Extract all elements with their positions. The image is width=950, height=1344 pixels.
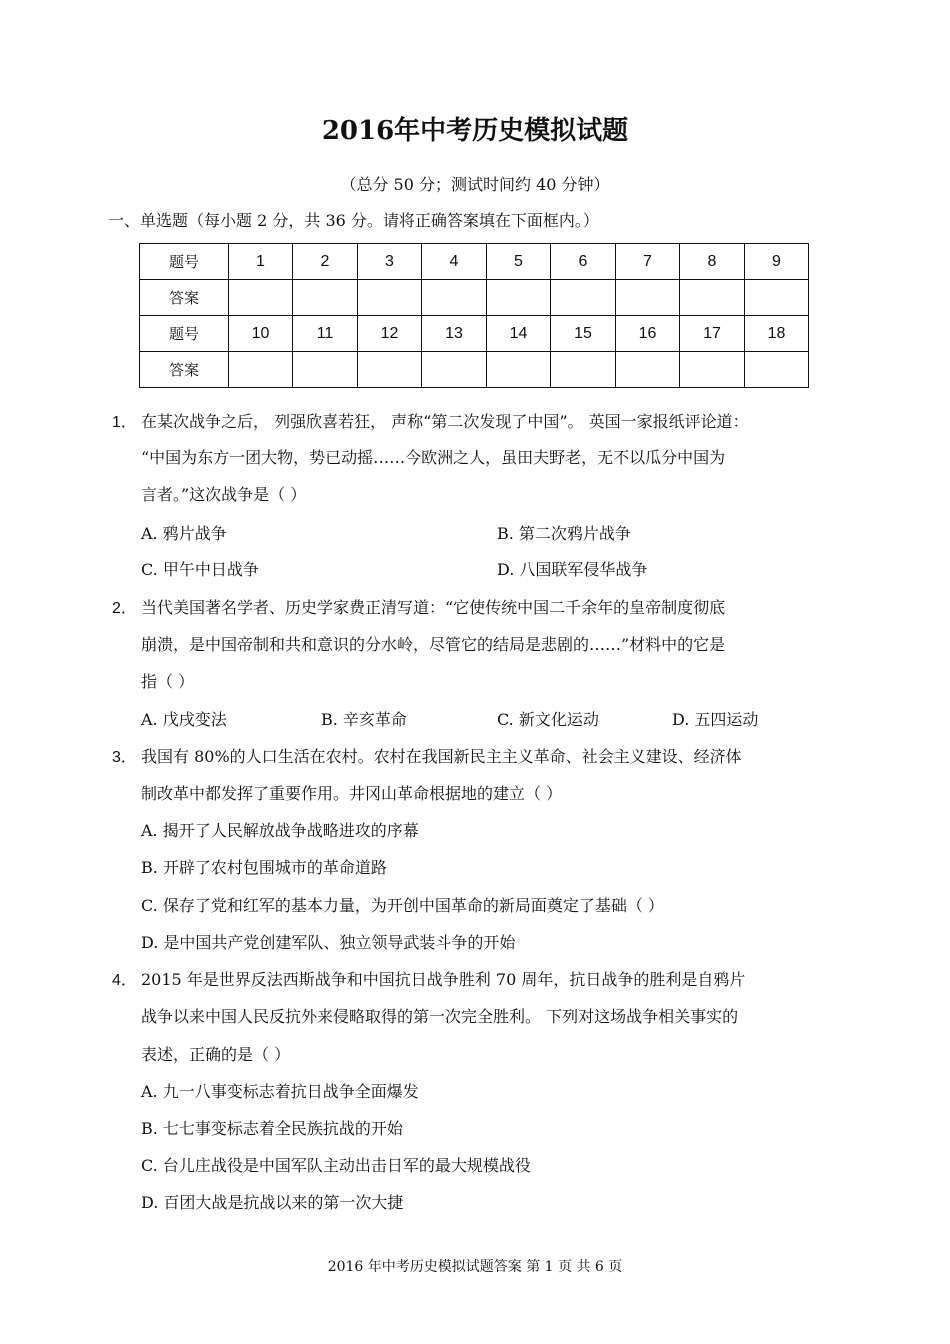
question-text-line: “中国为东方一团大物，势已动摇……今欧洲之人，虽田夫野老，无不以瓜分中国为	[141, 448, 726, 467]
answer-grid-row	[140, 352, 809, 388]
question-number-cell: 17	[680, 316, 745, 352]
answer-grid-row	[140, 316, 809, 352]
answer-grid-row-label: 题号	[140, 244, 229, 280]
section-heading: 一、单选题（每小题 2 分，共 36 分。请将正确答案填在下面框内。）	[108, 211, 599, 230]
option-b: B. 开辟了农村包围城市的革命道路	[141, 858, 387, 877]
answer-cell	[293, 352, 358, 388]
question-number-cell: 16	[616, 316, 680, 352]
page-footer: 2016 年中考历史模拟试题答案 第 1 页 共 6 页	[327, 1259, 623, 1275]
answer-grid-row-label: 答案	[140, 280, 229, 316]
question-text-line: 指（ ）	[141, 672, 195, 691]
option-a: A. 揭开了人民解放战争战略进攻的序幕	[141, 821, 419, 840]
answer-cell	[358, 352, 422, 388]
question-text-line: 表述，正确的是（ ）	[141, 1045, 291, 1064]
answer-grid-row	[140, 244, 809, 280]
answer-grid-row-label: 题号	[140, 316, 229, 352]
option-d: D. 五四运动	[672, 710, 759, 729]
answer-cell	[680, 352, 745, 388]
answer-cell	[745, 280, 809, 316]
option-c: C. 新文化运动	[497, 710, 599, 729]
question-number: 3．	[112, 749, 137, 766]
option-c: C. 保存了党和红军的基本力量，为开创中国革命的新局面奠定了基础（ ）	[141, 896, 664, 915]
question-number: 2．	[112, 600, 137, 617]
question-number: 1．	[112, 414, 137, 431]
answer-cell	[487, 280, 551, 316]
option-a: A. 鸦片战争	[141, 524, 227, 543]
option-d: D. 是中国共产党创建军队、独立领导武装斗争的开始	[141, 933, 516, 952]
question-number-cell: 7	[616, 244, 680, 280]
question-number-cell: 10	[229, 316, 293, 352]
question-number-cell: 12	[358, 316, 422, 352]
question-number-cell: 11	[293, 316, 358, 352]
option-b: B. 七七事变标志着全民族抗战的开始	[141, 1119, 403, 1138]
answer-cell	[680, 280, 745, 316]
answer-cell	[616, 280, 680, 316]
question-text-line: 战争以来中国人民反抗外来侵略取得的第一次完全胜利。 下列对这场战争相关事实的	[141, 1007, 739, 1026]
page-title: 2016年中考历史模拟试题	[321, 116, 629, 146]
option-b: B. 辛亥革命	[321, 710, 407, 729]
answer-grid-row	[140, 280, 809, 316]
answer-cell	[487, 352, 551, 388]
answer-cell	[616, 352, 680, 388]
question-text-line: 2015 年是世界反法西斯战争和中国抗日战争胜利 70 周年，抗日战争的胜利是自鸦片	[141, 970, 746, 989]
question-number-cell: 8	[680, 244, 745, 280]
question-text-line: 当代美国著名学者、历史学家费正清写道：“它使传统中国二千余年的皇帝制度彻底	[141, 598, 726, 617]
question-number-cell: 18	[745, 316, 809, 352]
question-number-cell: 6	[551, 244, 616, 280]
question-number-cell: 13	[422, 316, 487, 352]
answer-cell	[229, 280, 293, 316]
option-a: A. 九一八事变标志着抗日战争全面爆发	[141, 1082, 419, 1101]
answer-cell	[293, 280, 358, 316]
question-number-cell: 2	[293, 244, 358, 280]
answer-grid-row-label: 答案	[140, 352, 229, 388]
option-d: D. 八国联军侵华战争	[497, 560, 648, 579]
exam-info: （总分 50 分；测试时间约 40 分钟）	[340, 175, 610, 194]
option-b: B. 第二次鸦片战争	[497, 524, 631, 543]
question-text-line: 我国有 80%的人口生活在农村。农村在我国新民主主义革命、社会主义建设、经济体	[141, 747, 742, 766]
question-number-cell: 4	[422, 244, 487, 280]
answer-cell	[422, 280, 487, 316]
question-number-cell: 5	[487, 244, 551, 280]
question-number-cell: 1	[229, 244, 293, 280]
question-number-cell: 9	[745, 244, 809, 280]
option-d: D. 百团大战是抗战以来的第一次大捷	[141, 1193, 404, 1212]
answer-cell	[358, 280, 422, 316]
option-c: C. 甲午中日战争	[141, 560, 259, 579]
question-text-line: 言者。”这次战争是（ ）	[141, 485, 307, 504]
answer-cell	[229, 352, 293, 388]
option-a: A. 戊戌变法	[141, 710, 227, 729]
question-number: 4．	[112, 972, 137, 989]
question-text-line: 崩溃，是中国帝制和共和意识的分水岭，尽管它的结局是悲剧的……”材料中的它是	[141, 635, 726, 654]
answer-cell	[422, 352, 487, 388]
option-c: C. 台儿庄战役是中国军队主动出击日军的最大规模战役	[141, 1156, 531, 1175]
question-number-cell: 15	[551, 316, 616, 352]
question-text-line: 制改革中都发挥了重要作用。井冈山革命根据地的建立（ ）	[141, 784, 563, 803]
question-text-line: 在某次战争之后， 列强欣喜若狂， 声称“第二次发现了中国”。 英国一家报纸评论道：	[141, 412, 749, 431]
answer-cell	[745, 352, 809, 388]
question-number-cell: 3	[358, 244, 422, 280]
question-number-cell: 14	[487, 316, 551, 352]
answer-grid	[139, 243, 809, 388]
answer-cell	[551, 280, 616, 316]
answer-cell	[551, 352, 616, 388]
